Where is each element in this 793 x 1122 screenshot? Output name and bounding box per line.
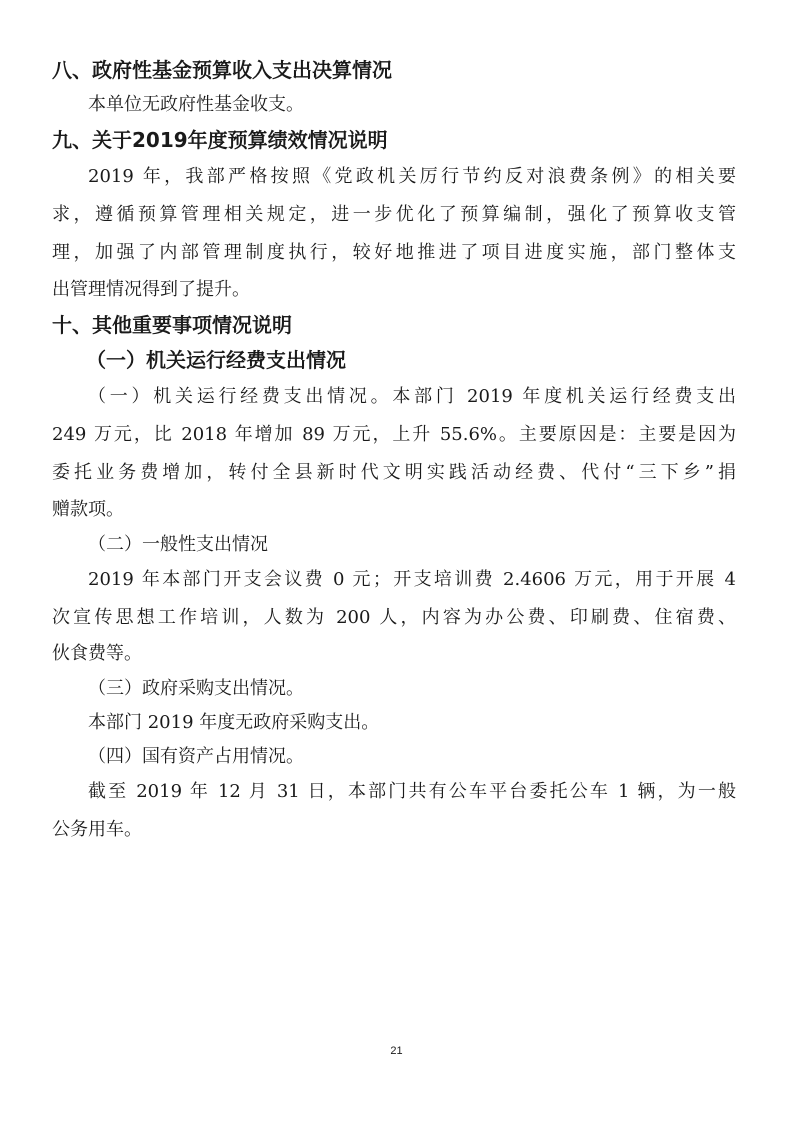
- subsection-3-heading: （三）政府采购支出情况。: [88, 678, 304, 699]
- section-8-text: 本单位无政府性基金收支。: [88, 94, 304, 115]
- subsection-2-line-3: 伙食费等。: [52, 643, 142, 664]
- subsection-2-line-2: 次宣传思想工作培训，人数为 200 人，内容为办公费、印刷费、住宿费、: [52, 607, 736, 628]
- subsection-4-line-1: 截至 2019 年 12 月 31 日，本部门共有公车平台委托公车 1 辆，为一般: [88, 781, 736, 802]
- subsection-2-line-1: 2019 年本部门开支会议费 0 元；开支培训费 2.4606 万元，用于开展 4: [88, 569, 736, 590]
- subsection-1-line-1: （一）机关运行经费支出情况。本部门 2019 年度机关运行经费支出: [88, 386, 736, 407]
- section-10-heading: 十、其他重要事项情况说明: [52, 313, 292, 337]
- subsection-1-heading: （一）机关运行经费支出情况: [86, 348, 346, 372]
- section-9-line-2: 求，遵循预算管理相关规定，进一步优化了预算编制，强化了预算收支管: [52, 204, 736, 225]
- section-9-line-1: 2019 年，我部严格按照《党政机关厉行节约反对浪费条例》的相关要: [88, 166, 736, 187]
- section-9-line-4: 出管理情况得到了提升。: [52, 279, 250, 300]
- section-9-heading: 九、关于2019年度预算绩效情况说明: [52, 128, 388, 152]
- subsection-3-text: 本部门 2019 年度无政府采购支出。: [88, 712, 380, 733]
- subsection-4-line-2: 公务用车。: [52, 819, 142, 840]
- section-8-heading: 八、政府性基金预算收入支出决算情况: [52, 58, 392, 82]
- section-9-line-3: 理，加强了内部管理制度执行，较好地推进了项目进度实施，部门整体支: [52, 242, 736, 263]
- subsection-1-line-4: 赠款项。: [52, 499, 124, 520]
- subsection-2-heading: （二）一般性支出情况: [88, 534, 268, 555]
- subsection-1-line-2: 249 万元，比 2018 年增加 89 万元，上升 55.6%。主要原因是：主要是因为: [52, 424, 736, 445]
- subsection-4-heading: （四）国有资产占用情况。: [88, 746, 304, 767]
- page-number: 21: [390, 1045, 403, 1057]
- subsection-1-line-3: 委托业务费增加，转付全县新时代文明实践活动经费、代付“三下乡”捐: [52, 462, 736, 483]
